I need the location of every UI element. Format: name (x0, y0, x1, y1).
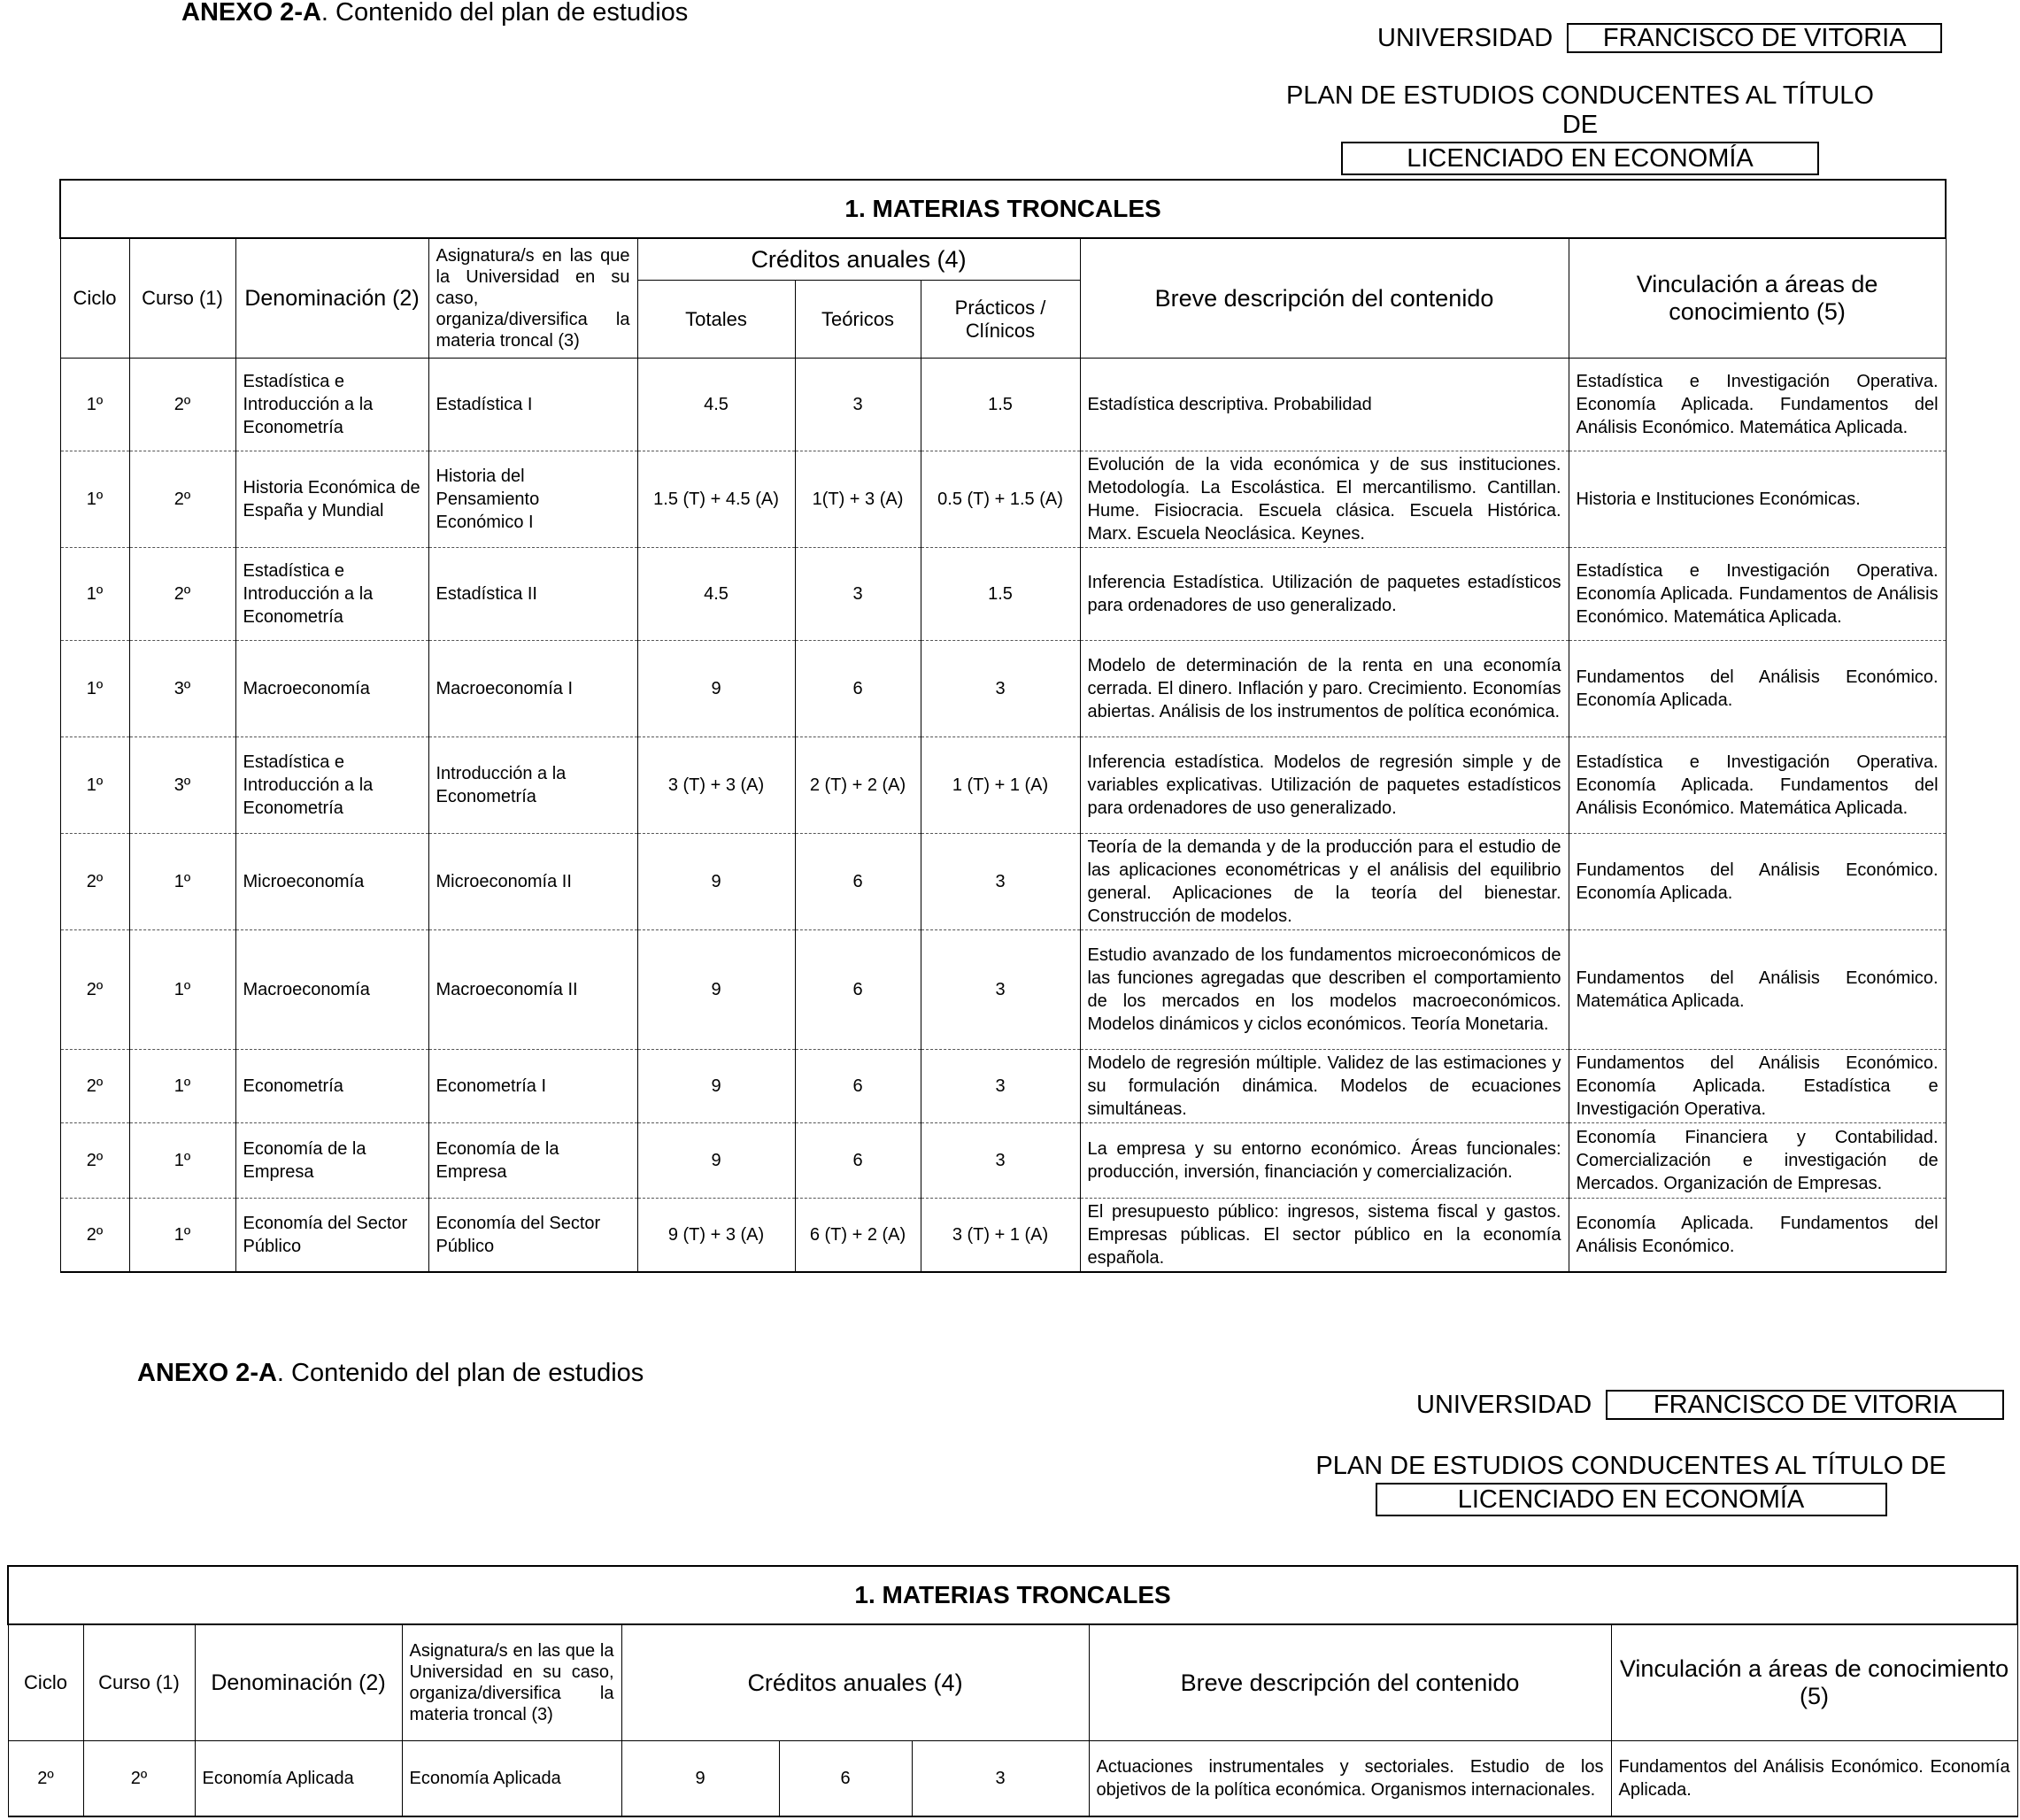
cell-vinculacion: Economía Financiera y Contabilidad. Comercialización e investigación de Mercados. Organización de Empresas. (1569, 1123, 1946, 1199)
cell-descripcion: Modelo de regresión múltiple. Validez de las estimaciones y su formulación dinámica. Modelos de ecuaciones simultáneas. (1080, 1050, 1569, 1123)
cell-asignatura: Economía Aplicada (402, 1741, 621, 1817)
cell-curso: 1º (129, 834, 235, 930)
cell-curso: 1º (129, 1199, 235, 1273)
cell-denominacion: Estadística e Introducción a la Econometría (235, 359, 428, 451)
cell-ciclo: 2º (60, 834, 129, 930)
section-title: 1. MATERIAS TRONCALES (60, 180, 1946, 238)
cell-teoricos: 6 (795, 930, 921, 1050)
table-row (60, 359, 1946, 451)
cell-curso: 2º (129, 359, 235, 451)
cell-teoricos: 1(T) + 3 (A) (795, 451, 921, 548)
plan-label: PLAN DE ESTUDIOS CONDUCENTES AL TÍTULO DE (1315, 1452, 1947, 1480)
cell-denominacion: Historia Económica de España y Mundial (235, 451, 428, 548)
cell-totales: 9 (637, 930, 795, 1050)
cell-totales: 9 (621, 1741, 779, 1817)
cell-teoricos: 2 (T) + 2 (A) (795, 737, 921, 834)
header-vinculacion: Vinculación a áreas de conocimiento (5) (1569, 238, 1946, 359)
cell-teoricos: 6 (795, 641, 921, 737)
cell-totales: 4.5 (637, 548, 795, 641)
cell-asignatura: Economía de la Empresa (428, 1123, 637, 1199)
cell-curso: 2º (129, 451, 235, 548)
cell-practicos: 3 (921, 641, 1080, 737)
annex-title (137, 1359, 644, 1388)
header-totales: Totales (637, 281, 795, 359)
cell-vinculacion: Estadística e Investigación Operativa. Economía Aplicada. Fundamentos de Análisis Económico. Matemática Aplicada. (1569, 548, 1946, 641)
section-title: 1. MATERIAS TRONCALES (8, 1566, 2017, 1624)
cell-descripcion: Teoría de la demanda y de la producción para el estudio de las aplicaciones econométricas y el análisis del equilibrio general. Aplicaciones de la teoría del bienestar. Construcción de modelos. (1080, 834, 1569, 930)
plan-label: PLAN DE ESTUDIOS CONDUCENTES AL TÍTULO DE (1286, 81, 1874, 139)
cell-ciclo: 1º (60, 737, 129, 834)
universidad-value: FRANCISCO DE VITORIA (1606, 1390, 2004, 1420)
cell-denominacion: Microeconomía (235, 834, 428, 930)
header-teoricos: Teóricos (795, 281, 921, 359)
cell-asignatura: Econometría I (428, 1050, 637, 1123)
cell-practicos: 1.5 (921, 548, 1080, 641)
cell-asignatura: Macroeconomía II (428, 930, 637, 1050)
cell-asignatura: Microeconomía II (428, 834, 637, 930)
cell-curso: 1º (129, 1123, 235, 1199)
universidad-label: UNIVERSIDAD (1377, 23, 1554, 52)
cell-teoricos: 3 (795, 359, 921, 451)
annex-subtitle: . Contenido del plan de estudios (276, 1359, 644, 1387)
cell-practicos: 3 (912, 1741, 1089, 1817)
header-descripcion: Breve descripción del contenido (1089, 1624, 1611, 1741)
cell-practicos: 3 (921, 1123, 1080, 1199)
header-asignatura: Asignatura/s en las que la Universidad en su caso, organiza/diversifica la materia troncal (3) (428, 238, 637, 359)
cell-teoricos: 6 (795, 1123, 921, 1199)
cell-descripcion: Evolución de la vida económica y de sus instituciones. Metodología. La Escolástica. El mercantilismo. Cantillan. Hume. Fisiocracia. Escuela clásica. Escuela Histórica. Marx. Escuela Neoclásica. Keynes. (1080, 451, 1569, 548)
cell-vinculacion: Economía Aplicada. Fundamentos del Análisis Económico. (1569, 1199, 1946, 1273)
cell-asignatura: Estadística II (428, 548, 637, 641)
cell-totales: 4.5 (637, 359, 795, 451)
materias-table (7, 1565, 2018, 1817)
table-row (60, 1199, 1946, 1273)
cell-vinculacion: Fundamentos del Análisis Económico. Economía Aplicada. Estadística e Investigación Operativa. (1569, 1050, 1946, 1123)
cell-descripcion: El presupuesto público: ingresos, sistema fiscal y gastos. Empresas públicas. El sector público en la economía española. (1080, 1199, 1569, 1273)
header-creditos: Créditos anuales (4) (637, 238, 1080, 281)
cell-curso: 1º (129, 930, 235, 1050)
cell-totales: 9 (637, 1123, 795, 1199)
plan-value: LICENCIADO EN ECONOMÍA (1376, 1483, 1887, 1516)
cell-curso: 1º (129, 1050, 235, 1123)
cell-practicos: 3 (T) + 1 (A) (921, 1199, 1080, 1273)
table-row (8, 1741, 2017, 1817)
header-curso: Curso (1) (129, 238, 235, 359)
cell-ciclo: 2º (60, 930, 129, 1050)
cell-vinculacion: Historia e Instituciones Económicas. (1569, 451, 1946, 548)
header-ciclo: Ciclo (60, 238, 129, 359)
universidad-label: UNIVERSIDAD (1416, 1390, 1592, 1419)
cell-denominacion: Economía de la Empresa (235, 1123, 428, 1199)
header-creditos: Créditos anuales (4) (621, 1624, 1089, 1741)
cell-teoricos: 3 (795, 548, 921, 641)
cell-descripcion: Inferencia estadística. Modelos de regresión simple y de variables explicativas. Utilización de paquetes estadísticos para ordenadores de uso generalizado. (1080, 737, 1569, 834)
table-row (60, 1123, 1946, 1199)
universidad-line (1377, 23, 1942, 53)
table-row (60, 451, 1946, 548)
cell-practicos: 1 (T) + 1 (A) (921, 737, 1080, 834)
table-row (60, 737, 1946, 834)
cell-practicos: 1.5 (921, 359, 1080, 451)
cell-teoricos: 6 (795, 834, 921, 930)
annex-label: ANEXO 2-A (181, 0, 321, 27)
header-asignatura: Asignatura/s en las que la Universidad en su caso, organiza/diversifica la materia troncal (3) (402, 1624, 621, 1741)
cell-curso: 2º (83, 1741, 195, 1817)
table-row (60, 834, 1946, 930)
cell-ciclo: 2º (60, 1199, 129, 1273)
cell-curso: 2º (129, 548, 235, 641)
cell-practicos: 3 (921, 930, 1080, 1050)
cell-denominacion: Economía del Sector Público (235, 1199, 428, 1273)
cell-asignatura: Macroeconomía I (428, 641, 637, 737)
cell-denominacion: Econometría (235, 1050, 428, 1123)
cell-denominacion: Economía Aplicada (195, 1741, 402, 1817)
cell-totales: 9 (637, 834, 795, 930)
header-practicos: Prácticos / Clínicos (921, 281, 1080, 359)
cell-practicos: 0.5 (T) + 1.5 (A) (921, 451, 1080, 548)
cell-denominacion: Estadística e Introducción a la Econometría (235, 548, 428, 641)
cell-descripcion: Inferencia Estadística. Utilización de paquetes estadísticos para ordenadores de uso generalizado. (1080, 548, 1569, 641)
cell-denominacion: Estadística e Introducción a la Econometría (235, 737, 428, 834)
cell-teoricos: 6 (T) + 2 (A) (795, 1199, 921, 1273)
header-descripcion: Breve descripción del contenido (1080, 238, 1569, 359)
universidad-value: FRANCISCO DE VITORIA (1567, 23, 1942, 53)
header-denominacion: Denominación (2) (195, 1624, 402, 1741)
plan-line (1306, 1452, 1956, 1516)
materias-table (59, 179, 1947, 1273)
cell-descripcion: Modelo de determinación de la renta en una economía cerrada. El dinero. Inflación y paro. Crecimiento. Economías abiertas. Análisis de los instrumentos de política económica. (1080, 641, 1569, 737)
cell-totales: 9 (637, 641, 795, 737)
cell-curso: 3º (129, 737, 235, 834)
table-row (60, 641, 1946, 737)
table-row (60, 930, 1946, 1050)
cell-practicos: 3 (921, 834, 1080, 930)
cell-ciclo: 2º (60, 1050, 129, 1123)
cell-curso: 3º (129, 641, 235, 737)
cell-asignatura: Historia del Pensamiento Económico I (428, 451, 637, 548)
plan-value: LICENCIADO EN ECONOMÍA (1341, 142, 1819, 175)
cell-vinculacion: Estadística e Investigación Operativa. Economía Aplicada. Fundamentos del Análisis Económico. Matemática Aplicada. (1569, 737, 1946, 834)
cell-teoricos: 6 (779, 1741, 912, 1817)
cell-totales: 9 (637, 1050, 795, 1123)
cell-descripcion: Actuaciones instrumentales y sectoriales. Estudio de los objetivos de la política económica. Organismos internacionales. (1089, 1741, 1611, 1817)
cell-descripcion: Estudio avanzado de los fundamentos microeconómicos de las funciones agregadas que describen el comportamiento de los mercados en los modelos macroeconómicos. Modelos dinámicos y ciclos económicos. Teoría Monetaria. (1080, 930, 1569, 1050)
cell-ciclo: 1º (60, 641, 129, 737)
header-curso: Curso (1) (83, 1624, 195, 1741)
annex-label: ANEXO 2-A (137, 1359, 277, 1387)
cell-descripcion: Estadística descriptiva. Probabilidad (1080, 359, 1569, 451)
cell-totales: 1.5 (T) + 4.5 (A) (637, 451, 795, 548)
header-vinculacion: Vinculación a áreas de conocimiento (5) (1611, 1624, 2017, 1741)
cell-ciclo: 1º (60, 548, 129, 641)
cell-denominacion: Macroeconomía (235, 641, 428, 737)
annex-title (181, 0, 688, 27)
cell-ciclo: 1º (60, 451, 129, 548)
cell-vinculacion: Fundamentos del Análisis Económico. Economía Aplicada. (1569, 834, 1946, 930)
cell-denominacion: Macroeconomía (235, 930, 428, 1050)
cell-asignatura: Economía del Sector Público (428, 1199, 637, 1273)
cell-asignatura: Estadística I (428, 359, 637, 451)
cell-vinculacion: Fundamentos del Análisis Económico. Economía Aplicada. (1611, 1741, 2017, 1817)
cell-asignatura: Introducción a la Econometría (428, 737, 637, 834)
header-denominacion: Denominación (2) (235, 238, 428, 359)
universidad-line (1416, 1390, 2004, 1420)
annex-subtitle: . Contenido del plan de estudios (320, 0, 689, 27)
header-ciclo: Ciclo (8, 1624, 83, 1741)
cell-vinculacion: Fundamentos del Análisis Económico. Economía Aplicada. (1569, 641, 1946, 737)
plan-line (1275, 81, 1885, 175)
table-row (60, 1050, 1946, 1123)
cell-descripcion: La empresa y su entorno económico. Áreas funcionales: producción, inversión, financiación y comercialización. (1080, 1123, 1569, 1199)
cell-teoricos: 6 (795, 1050, 921, 1123)
cell-totales: 3 (T) + 3 (A) (637, 737, 795, 834)
cell-ciclo: 2º (8, 1741, 83, 1817)
cell-vinculacion: Estadística e Investigación Operativa. Economía Aplicada. Fundamentos del Análisis Económico. Matemática Aplicada. (1569, 359, 1946, 451)
cell-ciclo: 1º (60, 359, 129, 451)
table-row (60, 548, 1946, 641)
cell-vinculacion: Fundamentos del Análisis Económico. Matemática Aplicada. (1569, 930, 1946, 1050)
cell-ciclo: 2º (60, 1123, 129, 1199)
cell-practicos: 3 (921, 1050, 1080, 1123)
cell-totales: 9 (T) + 3 (A) (637, 1199, 795, 1273)
